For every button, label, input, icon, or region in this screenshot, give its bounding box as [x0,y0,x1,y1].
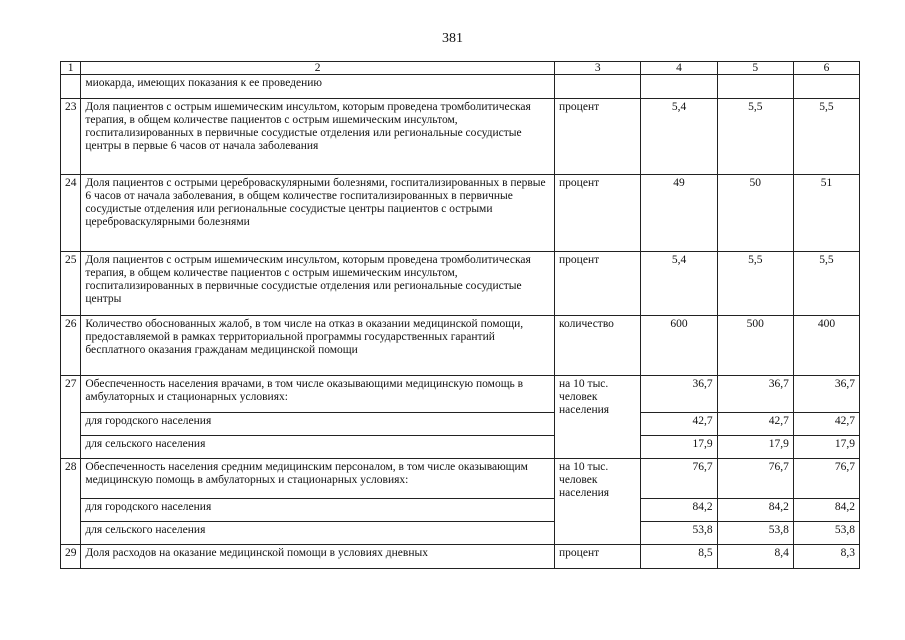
column-header: 1 [61,62,81,75]
table-row [61,376,860,413]
value-cell: 36,7 [641,376,717,413]
table-row [61,316,860,376]
value-cell: 53,8 [717,522,793,545]
row-number: 29 [61,545,81,569]
unit-cell: процент [555,252,641,316]
value-cell: 53,8 [641,522,717,545]
unit-cell: количество [555,316,641,376]
indicator-text: Количество обоснованных жалоб, в том числе на отказ в оказании медицинской помощи, предоставляемой в рамках территориальной программы государственных гарантий бесплатного оказания гражданам медицинской помощи [81,316,555,376]
value-cell: 8,5 [641,545,717,569]
indicator-text: Доля пациентов с острыми цереброваскулярными болезнями, госпитализированных в первые 6 часов от начала заболевания, в общем количестве госпитализированных в первичные сосудистые отделения или региональные сосудистые центры пациентов с острыми цереброваскулярными болезнями [81,175,555,252]
table-row [61,545,860,569]
value-cell: 5,5 [717,252,793,316]
indicator-subtext: для сельского населения [81,436,555,459]
value-cell: 500 [717,316,793,376]
indicator-subtext: для городского населения [81,413,555,436]
value-cell: 5,4 [641,99,717,175]
value-cell: 76,7 [793,459,859,499]
value-cell: 84,2 [793,499,859,522]
indicator-text: Обеспеченность населения врачами, в том числе оказывающими медицинскую помощь в амбулаторных и стационарных условиях: [81,376,555,413]
value-cell: 5,5 [793,99,859,175]
unit-cell: процент [555,175,641,252]
value-cell: 51 [793,175,859,252]
table-row [61,75,860,99]
value-cell: 53,8 [793,522,859,545]
value-cell: 36,7 [717,376,793,413]
row-number: 25 [61,252,81,316]
column-header: 5 [717,62,793,75]
value-cell: 17,9 [717,436,793,459]
indicator-text: Доля пациентов с острым ишемическим инсультом, которым проведена тромболитическая терапия, в общем количестве пациентов с острым ишемическим инсультом, госпитализированных в первичные сосудистые отделения или региональные сосудистые центры [81,252,555,316]
value-cell: 600 [641,316,717,376]
unit-cell: процент [555,545,641,569]
value-cell: 8,4 [717,545,793,569]
indicator-subtext: для городского населения [81,499,555,522]
table-row [61,522,860,545]
unit-cell: на 10 тыс. человек населения [555,376,641,459]
table-row [61,175,860,252]
indicator-text: Доля пациентов с острым ишемическим инсультом, которым проведена тромболитическая терапия, в общем количестве пациентов с острым ишемическим инсультом, госпитализированных в первичные сосудистые отделения или региональные сосудистые центры в первые 6 часов от начала заболевания [81,99,555,175]
row-number: 27 [61,376,81,459]
value-cell: 42,7 [717,413,793,436]
value-cell: 5,5 [793,252,859,316]
value-cell: 8,3 [793,545,859,569]
indicator-text: миокарда, имеющих показания к ее проведению [81,75,555,99]
unit-cell: процент [555,99,641,175]
table-header-row [61,62,860,75]
table-row [61,252,860,316]
unit-cell: на 10 тыс. человек населения [555,459,641,545]
table-row [61,413,860,436]
row-number: 24 [61,175,81,252]
row-number: 26 [61,316,81,376]
value-cell: 50 [717,175,793,252]
value-cell: 17,9 [641,436,717,459]
value-cell: 400 [793,316,859,376]
page-number: 381 [442,31,463,46]
value-cell: 36,7 [793,376,859,413]
column-header: 4 [641,62,717,75]
table-row [61,499,860,522]
row-number: 28 [61,459,81,545]
value-cell: 42,7 [641,413,717,436]
value-cell: 5,5 [717,99,793,175]
value-cell: 84,2 [717,499,793,522]
value-cell: 76,7 [717,459,793,499]
column-header: 2 [81,62,555,75]
table-row [61,99,860,175]
value-cell: 17,9 [793,436,859,459]
indicators-table [60,61,860,569]
value-cell: 84,2 [641,499,717,522]
table-row [61,436,860,459]
value-cell: 49 [641,175,717,252]
value-cell: 5,4 [641,252,717,316]
row-number: 23 [61,99,81,175]
column-header: 3 [555,62,641,75]
indicator-subtext: для сельского населения [81,522,555,545]
indicator-text: Доля расходов на оказание медицинской помощи в условиях дневных [81,545,555,569]
column-header: 6 [793,62,859,75]
value-cell: 42,7 [793,413,859,436]
value-cell: 76,7 [641,459,717,499]
indicator-text: Обеспеченность населения средним медицинским персоналом, в том числе оказывающим медицинскую помощь в амбулаторных и стационарных условиях: [81,459,555,499]
table-row [61,459,860,499]
